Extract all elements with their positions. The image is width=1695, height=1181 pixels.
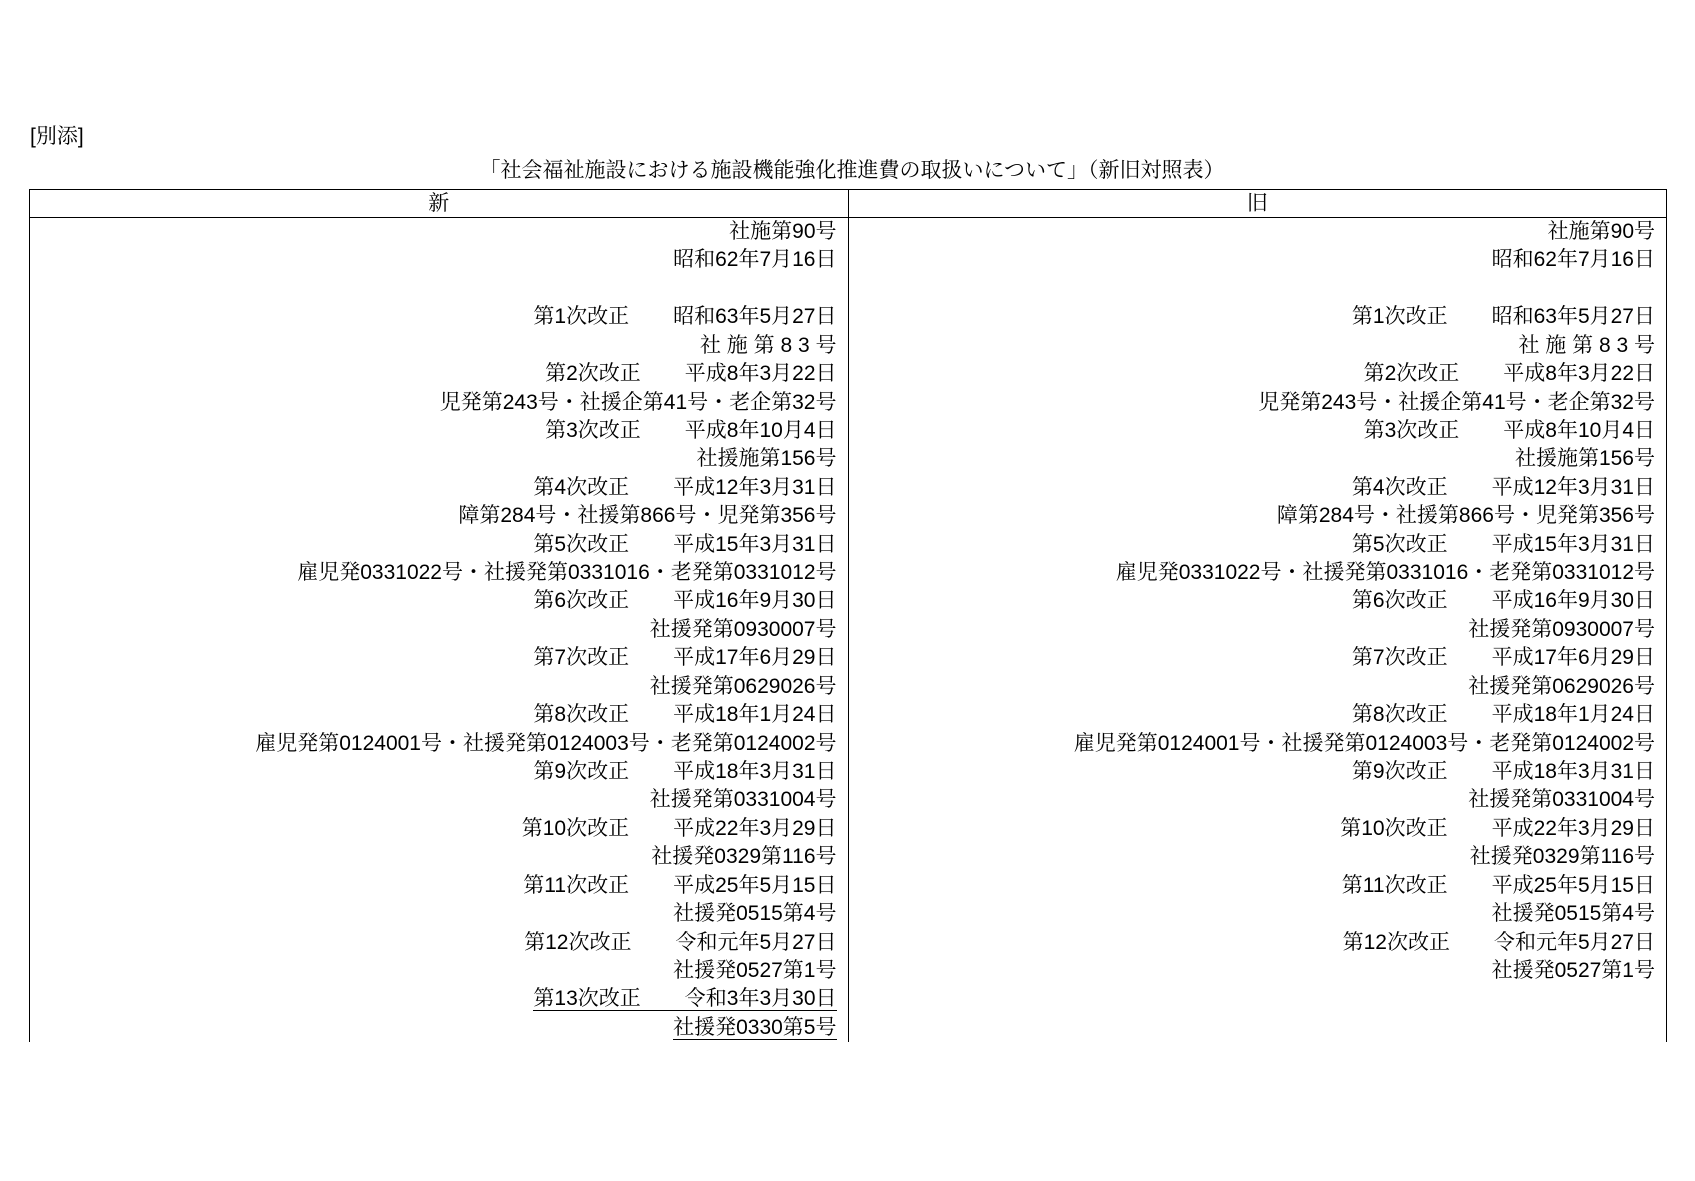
revision-label: 第6次改正 bbox=[533, 589, 630, 613]
new-row bbox=[30, 218, 848, 246]
old-row bbox=[849, 303, 1667, 331]
new-row bbox=[30, 559, 848, 587]
row-content bbox=[1352, 589, 1655, 612]
row-text: 社援発0330第5号 bbox=[673, 1015, 837, 1039]
old-row bbox=[849, 587, 1667, 615]
row-text: 社援発0515第4号 bbox=[673, 902, 837, 926]
old-row bbox=[849, 502, 1667, 530]
old-row bbox=[849, 559, 1667, 587]
row-content bbox=[1352, 646, 1655, 669]
revision-date: 平成18年3月31日 bbox=[673, 760, 837, 784]
old-row bbox=[849, 843, 1667, 871]
revision-label: 第12次改正 bbox=[1342, 930, 1450, 954]
old-row bbox=[849, 758, 1667, 786]
revision-date: 平成25年5月15日 bbox=[1491, 873, 1655, 897]
revision-date: 昭和63年5月27日 bbox=[673, 305, 837, 329]
row-content bbox=[533, 760, 836, 783]
row-text: 児発第243号・社援企第41号・老企第32号 bbox=[1258, 390, 1655, 414]
revision-date: 平成18年1月24日 bbox=[673, 703, 837, 727]
old-row bbox=[849, 616, 1667, 644]
revision-date: 平成18年3月31日 bbox=[1491, 760, 1655, 784]
revision-label: 第4次改正 bbox=[533, 475, 630, 499]
row-content bbox=[1548, 220, 1655, 243]
row-content bbox=[255, 732, 836, 755]
row-content bbox=[1364, 419, 1655, 442]
row-text: 昭和62年7月16日 bbox=[1491, 248, 1655, 272]
row-text: 社施第90号 bbox=[729, 220, 837, 243]
revision-label: 第6次改正 bbox=[1351, 589, 1448, 613]
new-row bbox=[30, 929, 848, 957]
revision-date: 平成12年3月31日 bbox=[673, 475, 837, 499]
row-text: 社 施 第 8 3 号 bbox=[699, 333, 837, 357]
new-row bbox=[30, 389, 848, 417]
old-row bbox=[849, 815, 1667, 843]
revision-date: 平成16年9月30日 bbox=[1491, 589, 1655, 613]
row-content bbox=[1518, 334, 1655, 357]
row-content bbox=[1342, 874, 1655, 897]
old-row bbox=[849, 474, 1667, 502]
row-text: 社施第90号 bbox=[1547, 220, 1655, 243]
row-text: 社援施第156号 bbox=[696, 447, 837, 471]
row-content bbox=[673, 248, 836, 271]
row-content bbox=[673, 902, 836, 925]
old-row bbox=[849, 246, 1667, 274]
new-row bbox=[30, 644, 848, 672]
old-row bbox=[849, 929, 1667, 957]
old-row bbox=[849, 786, 1667, 814]
old-row bbox=[849, 673, 1667, 701]
revision-label: 第11次改正 bbox=[1341, 873, 1448, 897]
row-content bbox=[1515, 447, 1655, 470]
row-content bbox=[524, 931, 836, 954]
row-content bbox=[1470, 845, 1655, 868]
revision-date: 平成17年6月29日 bbox=[1491, 646, 1655, 670]
revision-date: 平成8年3月22日 bbox=[1503, 362, 1655, 386]
revision-label: 第2次改正 bbox=[1363, 362, 1460, 386]
revision-label: 第2次改正 bbox=[545, 362, 641, 386]
row-content bbox=[650, 618, 837, 641]
new-row bbox=[30, 1014, 848, 1042]
revision-date: 令和3年3月30日 bbox=[684, 987, 837, 1011]
old-row bbox=[849, 730, 1667, 758]
new-row bbox=[30, 843, 848, 871]
row-content bbox=[1468, 618, 1655, 641]
row-content bbox=[533, 476, 836, 499]
row-content bbox=[650, 788, 837, 811]
revision-date: 平成22年3月29日 bbox=[673, 816, 837, 840]
new-row bbox=[30, 303, 848, 331]
revision-date: 平成25年5月15日 bbox=[673, 873, 837, 897]
new-row bbox=[30, 531, 848, 559]
revision-date: 平成16年9月30日 bbox=[673, 589, 837, 613]
attachment-label: [別添] bbox=[30, 125, 84, 148]
revision-label: 第10次改正 bbox=[521, 816, 630, 840]
row-content bbox=[1343, 931, 1655, 954]
revision-label: 第3次改正 bbox=[545, 418, 641, 442]
row-text: 昭和62年7月16日 bbox=[673, 248, 837, 272]
new-row bbox=[30, 985, 848, 1013]
row-text: 社援施第156号 bbox=[1514, 447, 1655, 471]
revision-label: 第7次改正 bbox=[533, 646, 630, 670]
new-row bbox=[30, 673, 848, 701]
old-column-header: 旧 bbox=[849, 190, 1667, 218]
new-row bbox=[30, 587, 848, 615]
row-text: 雇児発0331022号・社援発第0331016・老発第0331012号 bbox=[297, 561, 837, 585]
row-content bbox=[1352, 703, 1655, 726]
new-column-body bbox=[30, 218, 848, 1042]
revision-label: 第8次改正 bbox=[1351, 703, 1448, 727]
row-content bbox=[1352, 533, 1655, 556]
row-text: 社援発第0930007号 bbox=[649, 617, 837, 641]
row-content bbox=[1258, 391, 1655, 414]
new-row bbox=[30, 474, 848, 502]
new-row bbox=[30, 701, 848, 729]
old-row bbox=[849, 531, 1667, 559]
old-column-body bbox=[849, 218, 1667, 1042]
row-content bbox=[523, 874, 836, 897]
row-content bbox=[1340, 817, 1655, 840]
revision-label: 第5次改正 bbox=[533, 532, 630, 556]
old-row bbox=[849, 872, 1667, 900]
revision-date: 昭和63年5月27日 bbox=[1491, 305, 1655, 329]
old-row bbox=[849, 644, 1667, 672]
revision-date: 平成17年6月29日 bbox=[673, 646, 837, 670]
row-text: 社援発第0930007号 bbox=[1468, 617, 1655, 641]
row-content bbox=[1468, 788, 1655, 811]
row-text: 社援発0515第4号 bbox=[1491, 902, 1655, 926]
old-row bbox=[849, 275, 1667, 303]
new-row bbox=[30, 758, 848, 786]
revision-date: 平成18年1月24日 bbox=[1491, 703, 1655, 727]
old-row bbox=[849, 417, 1667, 445]
row-content bbox=[650, 675, 837, 698]
revision-label: 第7次改正 bbox=[1351, 646, 1448, 670]
row-content bbox=[1468, 675, 1655, 698]
old-row bbox=[849, 360, 1667, 388]
new-row bbox=[30, 730, 848, 758]
old-row bbox=[849, 445, 1667, 473]
underlined-revision bbox=[533, 987, 836, 1011]
underlined-revision bbox=[673, 1016, 836, 1040]
row-text: 障第284号・社援第866号・児発第356号 bbox=[458, 504, 837, 528]
revision-label: 第12次改正 bbox=[524, 930, 632, 954]
row-text: 社援発0527第1号 bbox=[673, 958, 837, 982]
revision-date: 平成8年3月22日 bbox=[684, 362, 837, 386]
row-content bbox=[1352, 476, 1655, 499]
old-row bbox=[849, 389, 1667, 417]
revision-date: 平成15年3月31日 bbox=[673, 532, 837, 556]
row-content bbox=[545, 362, 836, 385]
row-content bbox=[440, 391, 837, 414]
row-text: 障第284号・社援第866号・児発第356号 bbox=[1276, 504, 1655, 528]
row-text: 雇児発0331022号・社援発第0331016・老発第0331012号 bbox=[1115, 561, 1655, 585]
row-text: 社援発0329第116号 bbox=[1469, 845, 1655, 869]
row-content bbox=[533, 646, 836, 669]
row-text: 社援発第0629026号 bbox=[1468, 674, 1655, 698]
revision-date: 平成22年3月29日 bbox=[1491, 816, 1655, 840]
row-content bbox=[729, 220, 836, 243]
row-text: 雇児発第0124001号・社援発第0124003号・老発第0124002号 bbox=[255, 731, 837, 755]
revision-label: 第10次改正 bbox=[1340, 816, 1448, 840]
row-content bbox=[545, 419, 836, 442]
row-content bbox=[1277, 504, 1655, 527]
new-column bbox=[30, 190, 849, 1042]
new-row bbox=[30, 502, 848, 530]
new-row bbox=[30, 957, 848, 985]
old-row bbox=[849, 332, 1667, 360]
revision-label: 第3次改正 bbox=[1363, 418, 1460, 442]
row-content bbox=[673, 959, 836, 982]
row-content bbox=[1352, 760, 1655, 783]
row-text: 社援発第0331004号 bbox=[649, 788, 837, 812]
new-row bbox=[30, 445, 848, 473]
row-text: 社援発第0629026号 bbox=[649, 674, 837, 698]
revision-label: 第13次改正 bbox=[533, 987, 641, 1011]
row-content bbox=[533, 703, 836, 726]
row-content bbox=[458, 504, 836, 527]
row-text: 雇児発第0124001号・社援発第0124003号・老発第0124002号 bbox=[1073, 731, 1655, 755]
old-row bbox=[849, 218, 1667, 246]
revision-date: 令和元年5月27日 bbox=[1493, 930, 1655, 954]
row-content bbox=[297, 561, 836, 584]
revision-label: 第1次改正 bbox=[1351, 305, 1448, 329]
new-row bbox=[30, 815, 848, 843]
row-text: 社援発0329第116号 bbox=[651, 845, 837, 869]
revision-label: 第1次改正 bbox=[533, 305, 630, 329]
new-row bbox=[30, 332, 848, 360]
row-content bbox=[1492, 902, 1655, 925]
revision-date: 平成8年10月4日 bbox=[1503, 418, 1655, 442]
row-content bbox=[1116, 561, 1655, 584]
row-text: 児発第243号・社援企第41号・老企第32号 bbox=[439, 390, 837, 414]
revision-date: 平成8年10月4日 bbox=[684, 418, 837, 442]
new-column-header: 新 bbox=[30, 190, 848, 218]
row-content bbox=[1492, 959, 1655, 982]
row-content bbox=[533, 589, 836, 612]
revision-label: 第9次改正 bbox=[533, 760, 630, 784]
row-content bbox=[533, 305, 836, 328]
revision-date: 平成15年3月31日 bbox=[1491, 532, 1655, 556]
revision-label: 第5次改正 bbox=[1351, 532, 1448, 556]
row-content bbox=[1492, 248, 1655, 271]
revision-label: 第4次改正 bbox=[1351, 475, 1448, 499]
old-row bbox=[849, 957, 1667, 985]
new-row bbox=[30, 360, 848, 388]
old-column bbox=[849, 190, 1667, 1042]
revision-date: 平成12年3月31日 bbox=[1491, 475, 1655, 499]
row-text: 社援発第0331004号 bbox=[1468, 788, 1655, 812]
new-row bbox=[30, 246, 848, 274]
new-row bbox=[30, 872, 848, 900]
row-content bbox=[696, 447, 836, 470]
old-row bbox=[849, 900, 1667, 928]
old-row bbox=[849, 701, 1667, 729]
row-content bbox=[533, 533, 836, 556]
new-row bbox=[30, 616, 848, 644]
row-text: 社援発0527第1号 bbox=[1491, 958, 1655, 982]
row-text: 社 施 第 8 3 号 bbox=[1518, 333, 1655, 357]
new-row bbox=[30, 900, 848, 928]
new-row bbox=[30, 786, 848, 814]
row-content bbox=[1364, 362, 1655, 385]
row-content bbox=[651, 845, 836, 868]
revision-label: 第11次改正 bbox=[523, 873, 630, 897]
row-content bbox=[700, 334, 837, 357]
comparison-table bbox=[29, 189, 1667, 1042]
row-content bbox=[1352, 305, 1655, 328]
new-row bbox=[30, 275, 848, 303]
revision-label: 第9次改正 bbox=[1351, 760, 1448, 784]
row-content bbox=[522, 817, 837, 840]
row-content bbox=[1074, 732, 1655, 755]
revision-label: 第8次改正 bbox=[533, 703, 630, 727]
revision-date: 令和元年5月27日 bbox=[675, 930, 837, 954]
document-title: 「社会福祉施設における施設機能強化推進費の取扱いについて」（新旧対照表） bbox=[479, 159, 1225, 182]
new-row bbox=[30, 417, 848, 445]
